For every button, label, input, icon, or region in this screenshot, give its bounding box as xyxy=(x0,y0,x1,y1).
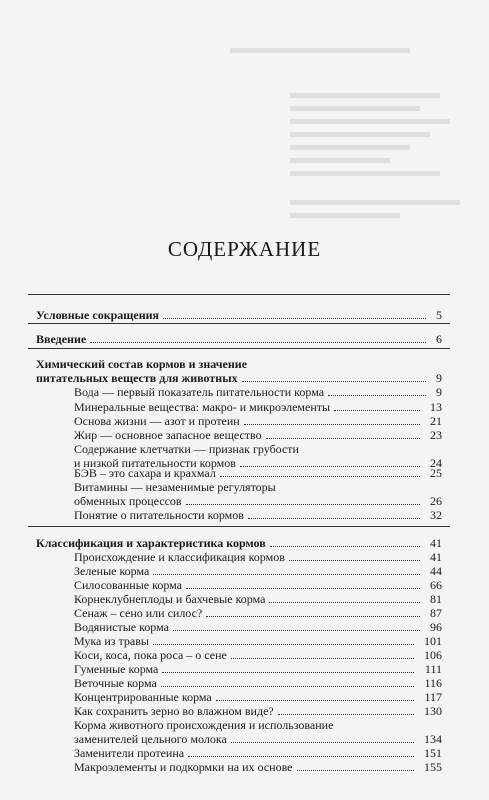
toc-subentry[interactable] xyxy=(74,480,442,494)
toc-entry-label: Коси, коса, пока роса – о сене xyxy=(74,648,227,662)
toc-page-number: 117 xyxy=(424,690,442,704)
toc-entry-label: Минеральные вещества: макро- и микроэлементы xyxy=(74,400,331,414)
toc-subentry[interactable] xyxy=(74,760,442,774)
toc-entry-label: Происхождение и классификация кормов xyxy=(74,550,285,564)
section-separator xyxy=(28,526,450,527)
toc-subentry[interactable] xyxy=(74,466,442,480)
toc-page-number: 44 xyxy=(430,564,442,578)
toc-page-number: 96 xyxy=(430,620,442,634)
toc-subentry[interactable] xyxy=(74,606,442,620)
dot-leader xyxy=(188,756,414,757)
section-separator xyxy=(28,348,450,349)
toc-page-number: 9 xyxy=(436,385,442,399)
dot-leader xyxy=(328,395,426,396)
toc-subentry[interactable] xyxy=(74,428,442,442)
dot-leader xyxy=(244,424,420,425)
toc-entry-label: Корма животного происхождения и использование xyxy=(74,718,334,732)
toc-entry-label: Понятие о питательности кормов xyxy=(74,508,244,522)
dot-leader xyxy=(220,476,420,477)
toc-page-number: 32 xyxy=(430,508,442,522)
toc-entry-label: Жир — основное запасное вещество xyxy=(74,428,262,442)
show-through-text xyxy=(0,0,489,230)
toc-entry-label: Условные сокращения xyxy=(36,308,160,322)
toc-subentry[interactable] xyxy=(74,400,442,414)
dot-leader xyxy=(248,518,420,519)
dot-leader xyxy=(289,560,420,561)
dot-leader xyxy=(161,686,414,687)
toc-page-number: 13 xyxy=(430,400,442,414)
toc-page-number: 155 xyxy=(424,760,442,774)
toc-page-number: 87 xyxy=(430,606,442,620)
toc-entry-label: Содержание клетчатки — признак грубости xyxy=(74,442,299,456)
dot-leader xyxy=(90,342,426,343)
toc-page-number: 5 xyxy=(436,308,442,322)
toc-page-number: 26 xyxy=(430,494,442,508)
toc-subentry[interactable] xyxy=(74,718,442,732)
dot-leader xyxy=(173,630,420,631)
dot-leader xyxy=(297,770,415,771)
toc-entry-label-line2: питательных веществ для животных xyxy=(36,371,238,385)
toc-page-number: 106 xyxy=(424,648,442,662)
dot-leader xyxy=(216,700,414,701)
toc-entry-label: Корнеклубнеплоды и бахчевые корма xyxy=(74,592,266,606)
toc-entry-label: Основа жизни — азот и протеин xyxy=(74,414,240,428)
toc-page-number: 21 xyxy=(430,414,442,428)
toc-entry-label: Мука из травы xyxy=(74,634,149,648)
toc-subentry[interactable] xyxy=(74,690,442,704)
toc-page-number: 66 xyxy=(430,578,442,592)
toc-subentry[interactable] xyxy=(74,620,442,634)
toc-page-number: 116 xyxy=(424,676,442,690)
toc-subentry[interactable] xyxy=(74,704,442,718)
toc-entry-label: Сенаж – сено или силос? xyxy=(74,606,203,620)
toc-entry-label: Химический состав кормов и значение xyxy=(36,357,248,371)
toc-page-number: 130 xyxy=(424,704,442,718)
dot-leader xyxy=(153,644,414,645)
toc-entry-continuation xyxy=(74,494,442,508)
toc-entry-label-line2: и низкой питательности кормов xyxy=(74,456,236,470)
toc-entry-label: Заменители протеина xyxy=(74,746,185,760)
section-separator xyxy=(28,323,450,324)
toc-page-number: 151 xyxy=(424,746,442,760)
toc-page-number: 101 xyxy=(424,634,442,648)
dot-leader xyxy=(162,672,414,673)
toc-entry-label: Вода — первый показатель питательности корма xyxy=(74,385,325,399)
toc-subentry[interactable] xyxy=(74,564,442,578)
toc-subentry[interactable] xyxy=(74,385,442,399)
toc-subentry[interactable] xyxy=(74,550,442,564)
dot-leader xyxy=(278,714,414,715)
dot-leader xyxy=(206,616,420,617)
section-separator xyxy=(28,294,450,295)
toc-page-number: 134 xyxy=(424,732,442,746)
toc-page-number: 41 xyxy=(430,536,442,550)
dot-leader xyxy=(231,658,414,659)
toc-section-entry[interactable] xyxy=(36,357,442,371)
toc-entry-continuation xyxy=(36,371,442,385)
dot-leader xyxy=(334,410,420,411)
dot-leader xyxy=(231,742,414,743)
toc-subentry[interactable] xyxy=(74,414,442,428)
page-title: СОДЕРЖАНИЕ xyxy=(167,237,322,261)
toc-entry-label: Введение xyxy=(36,332,87,346)
toc-subentry[interactable] xyxy=(74,592,442,606)
toc-page-number: 41 xyxy=(430,550,442,564)
toc-section-entry[interactable] xyxy=(36,536,442,550)
toc-entry-label: Веточные корма xyxy=(74,676,157,690)
toc-subentry[interactable] xyxy=(74,662,442,676)
toc-section-entry[interactable] xyxy=(36,332,442,346)
toc-section-entry[interactable] xyxy=(36,308,442,322)
toc-entry-continuation xyxy=(74,732,442,746)
dot-leader xyxy=(186,504,420,505)
dot-leader xyxy=(242,381,426,382)
dot-leader xyxy=(186,588,420,589)
toc-entry-label: Как сохранить зерно во влажном виде? xyxy=(74,704,274,718)
toc-page-number: 24 xyxy=(430,456,442,470)
dot-leader xyxy=(270,546,420,547)
dot-leader xyxy=(269,602,420,603)
toc-entry-label: Зеленые корма xyxy=(74,564,150,578)
dot-leader xyxy=(163,318,426,319)
toc-entry-label: Гуменные корма xyxy=(74,662,159,676)
toc-page-number: 81 xyxy=(430,592,442,606)
toc-subentry[interactable] xyxy=(74,578,442,592)
toc-subentry[interactable] xyxy=(74,648,442,662)
toc-subentry[interactable] xyxy=(74,676,442,690)
toc-entry-label: Классификация и характеристика кормов xyxy=(36,536,266,550)
toc-entry-label-line2: заменителей цельного молока xyxy=(74,732,227,746)
toc-page-number: 9 xyxy=(436,371,442,385)
toc-page-number: 25 xyxy=(430,466,442,480)
toc-entry-label: Водянистые корма xyxy=(74,620,169,634)
toc-entry-label-line2: обменных процессов xyxy=(74,494,182,508)
toc-subentry[interactable] xyxy=(74,508,442,522)
toc-entry-label: БЭВ – это сахара и крахмал xyxy=(74,466,216,480)
toc-entry-label: Витамины — незаменимые регуляторы xyxy=(74,480,276,494)
toc-page-number: 6 xyxy=(436,332,442,346)
toc-subentry[interactable] xyxy=(74,442,442,456)
toc-subentry[interactable] xyxy=(74,634,442,648)
toc-page-number: 111 xyxy=(424,662,442,676)
dot-leader xyxy=(266,438,420,439)
toc-page-number: 23 xyxy=(430,428,442,442)
toc-entry-label: Силосованные корма xyxy=(74,578,182,592)
dot-leader xyxy=(153,574,420,575)
toc-entry-label: Концентрированные корма xyxy=(74,690,212,704)
toc-subentry[interactable] xyxy=(74,746,442,760)
toc-entry-label: Макроэлементы и подкормки на их основе xyxy=(74,760,293,774)
